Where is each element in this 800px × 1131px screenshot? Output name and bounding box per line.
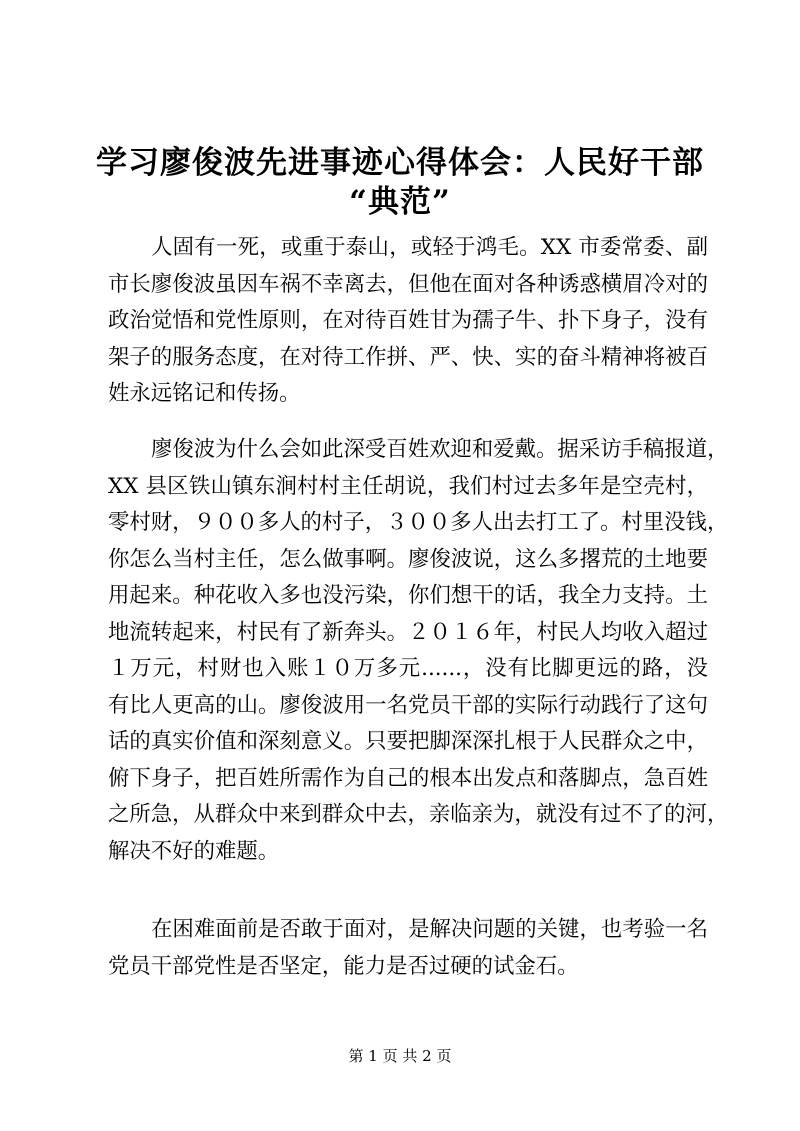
paragraph-3 — [108, 912, 708, 985]
paragraph-1 — [108, 230, 708, 413]
paragraph-line: 有比人更高的山。廖俊波用一名党员干部的实际行动践行了这句 — [108, 692, 708, 718]
document-title-line-1: 学习廖俊波先进事迹心得体会：人民好干部 — [96, 145, 704, 181]
document-title-line-2: “典范” — [349, 184, 451, 220]
paragraph-line: １万元，村财也入账１０万多元......，没有比脚更远的路，没 — [108, 656, 708, 681]
paragraph-line: 架子的服务态度，在对待工作拼、严、快、实的奋斗精神将被百 — [108, 344, 708, 370]
paragraph-line: 用起来。种花收入多也没污染，你们想干的话，我全力支持。土 — [108, 583, 708, 608]
paragraph-line: 党员干部党性是否坚定，能力是否过硬的试金石。 — [108, 953, 579, 979]
paragraph-line: 廖俊波为什么会如此深受百姓欢迎和爱戴。据采访手稿报道， — [151, 437, 729, 462]
paragraph-line: 俯下身子，把百姓所需作为自己的根本出发点和落脚点，急百姓 — [108, 765, 708, 791]
paragraph-line: XX 县区铁山镇东涧村村主任胡说，我们村过去多年是空壳村， — [108, 473, 708, 499]
paragraph-2 — [108, 432, 729, 870]
paragraph-line: 政治觉悟和党性原则，在对待百姓甘为孺子牛、扑下身子，没有 — [108, 308, 708, 333]
paragraph-line: 市长廖俊波虽因车祸不幸离去，但他在面对各种诱惑横眉冷对的 — [108, 271, 708, 297]
paragraph-line: 地流转起来，村民有了新奔头。２０１６年，村民人均收入超过 — [108, 619, 708, 645]
paragraph-line: 之所急，从群众中来到群众中去，亲临亲为，就没有过不了的河， — [108, 802, 729, 827]
page-footer: 第 1 页 共 2 页 — [348, 1047, 452, 1065]
paragraph-line: 你怎么当村主任，怎么做事啊。廖俊波说，这么多撂荒的土地要 — [108, 546, 708, 572]
paragraph-line: 解决不好的难题。 — [108, 838, 280, 864]
paragraph-line: 在困难面前是否敢于面对，是解决问题的关键，也考验一名 — [151, 917, 708, 942]
paragraph-line: 姓永远铭记和传扬。 — [108, 381, 301, 406]
paragraph-line: 人固有一死，或重于泰山，或轻于鸿毛。XX 市委常委、副 — [151, 235, 708, 260]
paragraph-line: 零村财，９００多人的村子，３００多人出去打工了。村里没钱， — [108, 510, 729, 535]
paragraph-line: 话的真实价值和深刻意义。只要把脚深深扎根于人民群众之中， — [108, 729, 708, 754]
